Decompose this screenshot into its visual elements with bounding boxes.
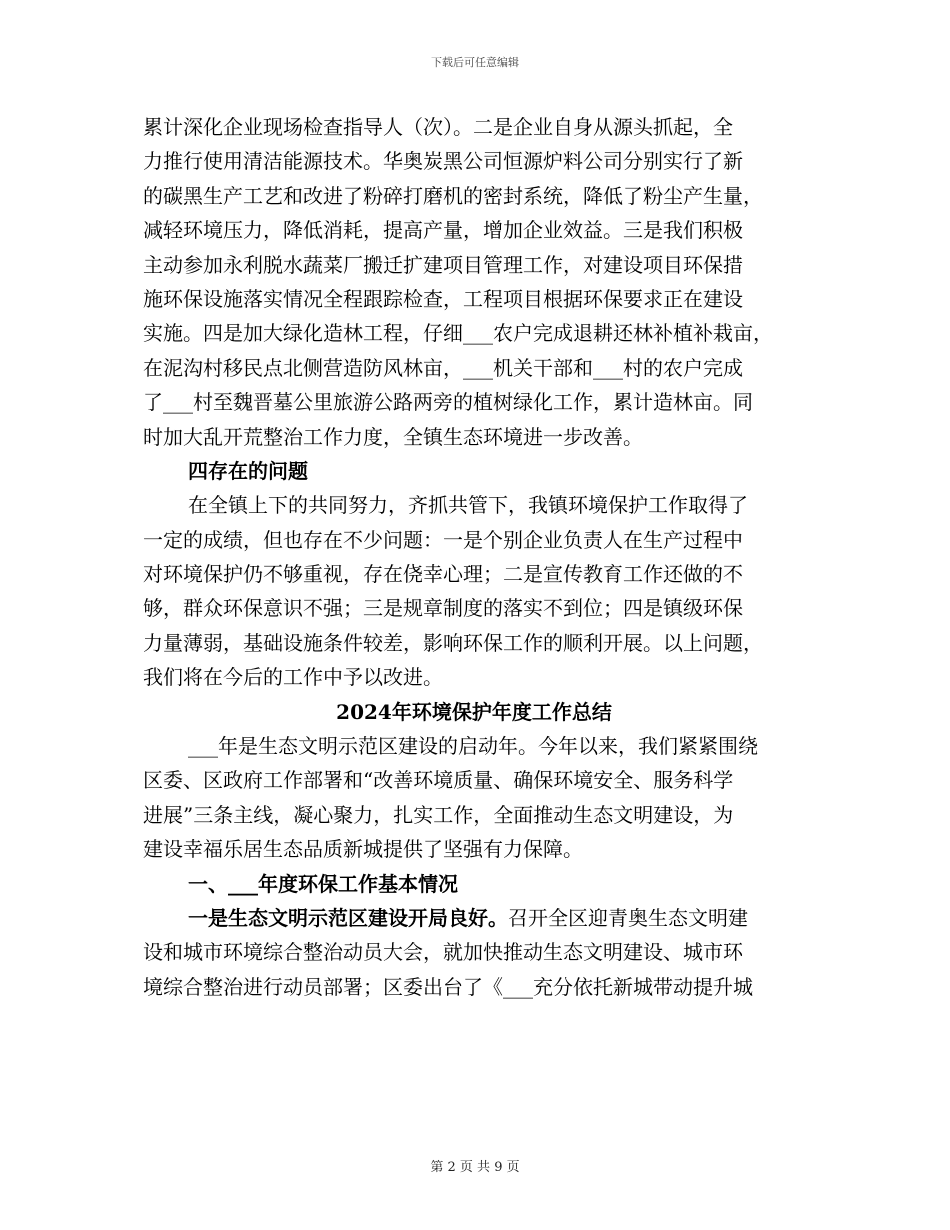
- text-line: 在全镇上下的共同努力，齐抓共管下，我镇环境保护工作取得了: [188, 493, 748, 518]
- text-line: 一定的成绩，但也存在不少问题：一是个别企业负责人在生产过程中: [143, 527, 743, 552]
- text-line: 时加大乱开荒整治工作力度，全镇生态环境进一步改善。: [143, 424, 643, 449]
- text-line: 主动参加永利脱水蔬菜厂搬迁扩建项目管理工作，对建设项目环保措: [143, 252, 743, 277]
- text-line: 施环保设施落实情况全程跟踪检查，工程项目根据环保要求正在建设: [143, 286, 743, 311]
- text-line: 对环境保护仍不够重视，存在侥幸心理；二是宣传教育工作还做的不: [143, 562, 743, 587]
- text-line: 减轻环境压力，降低消耗，提高产量，增加企业效益。三是我们积极: [143, 218, 743, 243]
- text-line: 力量薄弱，基础设施条件较差，影响环保工作的顺利开展。以上问题，: [143, 630, 763, 655]
- text-line: 我们将在今后的工作中予以改进。: [143, 665, 443, 690]
- text-line: 区委、区政府工作部署和“改善环境质量、确保环境安全、服务科学: [143, 768, 734, 793]
- text-line: [143, 901, 805, 935]
- text-line: 力推行使用清洁能源技术。华奥炭黑公司恒源炉料公司分别实行了新: [143, 149, 743, 174]
- text-line: ___年是生态文明示范区建设的启动年。今年以来，我们紧紧围绕: [188, 734, 758, 759]
- text-line: 在泥沟村移民点北侧营造防风林亩，___机关干部和___村的农户完成: [143, 355, 743, 380]
- text-line: 的碳黑生产工艺和改进了粉碎打磨机的密封系统，降低了粉尘产生量，: [143, 183, 763, 208]
- bold-lead-text: 一是生态文明示范区建设开局良好。: [188, 905, 508, 930]
- text-line: 设和城市环境综合整治动员大会，就加快推动生态文明建设、城市环: [143, 940, 743, 965]
- document-title: 2024年环境保护年度工作总结: [336, 699, 612, 724]
- text-continuation: 召开全区迎青奥生态文明建: [508, 905, 748, 930]
- text-line: 进展”三条主线，凝心聚力，扎实工作，全面推动生态文明建设，为: [143, 802, 734, 827]
- text-line: 实施。四是加大绿化造林工程，仔细___农户完成退耕还林补植补栽亩，: [143, 321, 773, 346]
- document-body: [143, 110, 805, 1004]
- section-heading: 四存在的问题: [188, 458, 308, 483]
- page-header: 下载后可任意编辑: [431, 56, 519, 69]
- text-line: 建设幸福乐居生态品质新城提供了坚强有力保障。: [143, 837, 583, 862]
- section-heading: 一、___年度环保工作基本情况: [188, 871, 458, 896]
- text-line: 累计深化企业现场检查指导人（次）。二是企业自身从源头抓起，全: [143, 115, 733, 139]
- text-line: 了___村至魏晋墓公里旅游公路两旁的植树绿化工作，累计造林亩。同: [143, 390, 753, 415]
- text-line: 够，群众环保意识不强；三是规章制度的落实不到位；四是镇级环保: [143, 596, 743, 621]
- page-footer: 第 2 页 共 9 页: [430, 1160, 520, 1175]
- text-line: 境综合整治进行动员部署；区委出台了《___充分依托新城带动提升城: [143, 974, 753, 999]
